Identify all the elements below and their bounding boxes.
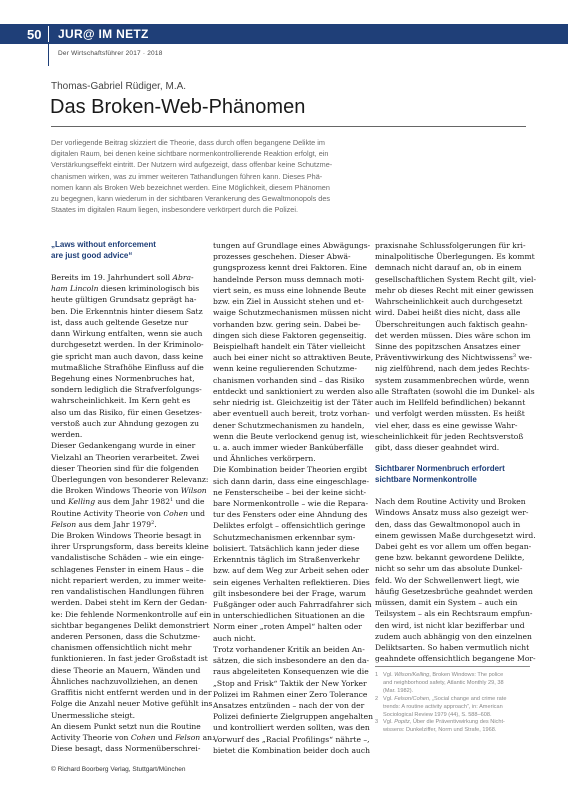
text-line: prozesses geschehen. Dieser Abwä- bbox=[213, 252, 351, 262]
column-3-text bbox=[375, 240, 537, 453]
text-line: den wird, ist nicht klar bezifferbar und bbox=[375, 620, 525, 630]
abstract-line: Der vorliegende Beitrag skizziert die Theorie, dass durch offen begangene Delikte im bbox=[51, 138, 325, 147]
text-line: Die Kombination beider Theorien ergibt bbox=[213, 465, 368, 475]
text-line: sondern lediglich die Strafverfolgungs- bbox=[51, 385, 202, 395]
text-line: wahrscheinlichkeit. Im Kern geht es bbox=[51, 396, 191, 406]
footnote-line: Sociological Review 1979 (44), S. 588–608. bbox=[383, 711, 492, 718]
text-line: wenn keine regulierenden Schutzme- bbox=[213, 364, 357, 374]
text-line: mehr ob dieses Recht mit einer gewissen bbox=[375, 285, 534, 295]
footnote-line: Vgl. Felson/Cohen, „Social change and crime rate bbox=[383, 695, 507, 702]
text-line: viert sein, es muss eine lohnende Beute bbox=[213, 285, 367, 295]
section-heading: „Laws without enforcement bbox=[51, 240, 156, 249]
text-line: dann Wirkung entfalten, wenn sie auch bbox=[51, 329, 203, 339]
text-line: Ähnliches nachzuvollziehen, an denen bbox=[51, 676, 198, 686]
text-line: „Stop and Frisk“ Taktik der New Yorker bbox=[213, 678, 367, 688]
text-line: und kontrolliert werden sollten, was den bbox=[213, 723, 370, 733]
text-line: Deliktes erfolgt – offensichtlich geringe bbox=[213, 521, 366, 531]
text-line: Erkenntnis täglich im Straßenverkehr bbox=[213, 555, 360, 565]
footnote-line: Vgl. Popitz, Über die Präventivwirkung des Nicht- bbox=[383, 719, 505, 726]
text-line: bolisiert. Tatsächlich kann jeder diese bbox=[213, 543, 360, 553]
text-line: auch im Hellfeld befindlichen) bekannt bbox=[375, 398, 526, 408]
text-line: gungsprozess kennt drei Faktoren. Eine bbox=[213, 263, 368, 273]
text-line: ne Fensterscheibe – bei der keine sicht- bbox=[213, 487, 367, 497]
text-line: heute gültigen Grundsatz geprägt ha- bbox=[51, 295, 197, 305]
text-line: tungen auf Grundlage eines Abwägungs- bbox=[213, 241, 371, 250]
text-line: Schutzmechanismen erkennbar sym- bbox=[213, 532, 356, 542]
text-line: Begehung eines Normenbruches hat, bbox=[51, 373, 195, 383]
text-line: Folge die Anzahl neuer Motive gefühlt ins bbox=[51, 699, 213, 709]
text-line: geahndete offensichtlich begangene Mor- bbox=[375, 654, 536, 664]
text-line: ren vandalistischen Handlungen führen bbox=[51, 587, 204, 597]
text-line: durchgesetzt werden. In der Kriminolo- bbox=[51, 340, 204, 350]
text-line: chanismen vorhanden sind – das Risiko bbox=[213, 375, 365, 385]
text-line: minalpolitische Überlegungen. Es kommt bbox=[375, 252, 535, 262]
text-line: Trotz vorhandener Kritik an beiden An- bbox=[213, 644, 365, 654]
text-line: alle Straftaten (sowohl die im Dunkel- als bbox=[375, 386, 535, 396]
text-line: An diesem Punkt setzt nun die Routine bbox=[51, 721, 201, 731]
text-line: in unterschiedlichen Situationen an die bbox=[213, 611, 365, 621]
text-line: ist, dass auch geltende Gesetze nur bbox=[51, 317, 189, 327]
section-heading: Sichtbarer Normenbruch erfordert bbox=[375, 464, 505, 474]
text-line: mutmaßliche Strafhöhe Einfluss auf die bbox=[51, 362, 204, 372]
text-line: verstoß auch zur Ahndung gezogen zu bbox=[51, 418, 199, 428]
abstract-line: zu begegnen, kann wiederum in der sichtbaren Verankerung des Gewaltmonopols des bbox=[51, 194, 331, 204]
footnote-number: 1 bbox=[375, 672, 379, 678]
column-2-text bbox=[213, 240, 375, 756]
text-line: werden. bbox=[51, 430, 83, 440]
text-line: schlagenes Fenster in einem Haus – die bbox=[51, 564, 204, 574]
author-name: Thomas-Gabriel Rüdiger, M.A. bbox=[51, 81, 187, 92]
footnote-line: Vgl. Wilson/Kelling, Broken Windows: The police bbox=[383, 672, 504, 678]
text-line: Ansatzes entzünden – nach der von der bbox=[213, 700, 365, 710]
text-line: anderen Personen, dass die Schutzme- bbox=[51, 632, 201, 641]
text-line: nicht so sehr um das absolute Dunkel- bbox=[375, 564, 523, 574]
text-line: Präventivwirkung des Nichtwissens$^3$ we- bbox=[375, 353, 533, 363]
text-line: nicht repariert werden, zu immer weite- bbox=[51, 575, 206, 585]
text-line: funktionieren. In fast jeder Großstadt ist bbox=[51, 654, 208, 664]
section-name: JUR@ IM NETZ bbox=[58, 27, 149, 41]
text-line: ke: Die fehlende Normenkontrolle auf ein bbox=[51, 609, 212, 619]
page-number: 50 bbox=[27, 27, 42, 42]
footnotes bbox=[375, 672, 530, 735]
section-heading: sichtbare Normenkontrolle bbox=[375, 474, 477, 484]
text-line: ham Lincoln diesen kriminologisch bis bbox=[51, 284, 200, 294]
text-line: nig zielführend, nach dem jedes Rechts- bbox=[375, 364, 530, 374]
column-1-text bbox=[51, 272, 215, 754]
text-line: entdeckt und sanktioniert zu werden also bbox=[213, 386, 374, 396]
text-line: gie spricht man auch davon, dass keine bbox=[51, 351, 204, 361]
text-line: den, dass das Gewaltmonopol auch in bbox=[375, 519, 521, 529]
text-line: dieser Theorien sind für die folgenden bbox=[51, 463, 199, 473]
text-line: sichtbar begangenes Delikt demonstriert bbox=[51, 620, 210, 630]
text-line: gilt insbesondere bei der Frage, warum bbox=[213, 588, 366, 598]
text-line: dener Schutzmechanismen zu handeln, bbox=[213, 420, 365, 430]
text-line: demnach nicht darauf an, ob in einem bbox=[375, 263, 522, 273]
body-column-2 bbox=[213, 240, 375, 756]
text-line: waige Schutzmechanismen müssen nicht bbox=[213, 308, 372, 318]
text-line: handelnde Person muss demnach moti- bbox=[213, 274, 365, 284]
text-line: Die Broken Windows Theorie besagt in bbox=[51, 531, 202, 541]
footnote-divider bbox=[375, 666, 530, 667]
text-line: tur des Fensters oder eine Ahndung des bbox=[213, 510, 368, 520]
footnote-line: (Mar. 1982). bbox=[383, 687, 414, 694]
text-line: aber eventuell auch bereit, trotz vorhan- bbox=[213, 409, 370, 419]
text-line: Felson aus dem Jahr 1979$^2$. bbox=[51, 519, 157, 529]
text-line: Polizei im Rahmen einer Zero Tolerance bbox=[213, 689, 368, 699]
text-line: sein eigenes Verhalten reflektieren. Dies bbox=[213, 577, 370, 587]
footnote-number: 2 bbox=[375, 695, 379, 702]
text-line: sich dann darin, dass eine eingeschlage- bbox=[213, 476, 370, 486]
header-bar bbox=[0, 24, 568, 44]
abstract bbox=[51, 137, 526, 215]
text-line: scheinlichkeit für jeden Rechtsverstoß bbox=[375, 431, 524, 441]
text-line: und Kelling aus dem Jahr 1982$^1$ und die bbox=[51, 497, 205, 507]
text-line: gibt, dass dieser geahndet wird. bbox=[375, 442, 500, 452]
column-3-text-continued bbox=[375, 496, 536, 664]
text-line: Windows Ansatz muss also gezeigt wer- bbox=[375, 508, 529, 518]
text-line: Nach dem Routine Activity und Broken bbox=[375, 497, 526, 507]
text-line: wird. Dabei heißt dies nicht, dass alle bbox=[375, 308, 521, 318]
article-title: Das Broken-Web-Phänomen bbox=[50, 96, 306, 118]
text-line: zudem auch abhängig von den einzelnen bbox=[375, 631, 532, 641]
text-line: Überlegungen von besonderer Relevanz: bbox=[51, 474, 209, 484]
header-rule bbox=[48, 44, 49, 66]
text-line: Graffitis nicht entfernt werden und in der bbox=[51, 688, 212, 698]
text-line: also um das Risiko, für einen Gesetzes- bbox=[51, 407, 202, 417]
text-line: gesellschaftlichen System Recht gilt, viel- bbox=[375, 274, 537, 284]
footnote bbox=[375, 696, 530, 720]
body-column-1 bbox=[51, 240, 215, 754]
text-line: Vielzahl an Theorien verarbeitet. Zwei bbox=[51, 452, 200, 462]
footnote-line: wissens: Dunkelziffer, Norm und Strafe, 1968. bbox=[383, 727, 497, 734]
text-line: gene bzw. bekannt gewordene Delikte, bbox=[375, 553, 525, 563]
text-line: Vorwurf des „Racial Profilings“ nährte –, bbox=[213, 734, 370, 744]
text-line: Bereits im 19. Jahrhundert soll Abra- bbox=[51, 273, 194, 282]
text-line: Überschreitungen auch faktisch geahn- bbox=[375, 319, 528, 329]
footnote-number: 3 bbox=[375, 719, 379, 726]
text-line: ben. Die Erkenntnis hinter diesem Satz bbox=[51, 306, 203, 316]
body-column-3 bbox=[375, 240, 537, 664]
text-line: Beispielhaft handelt ein Täter vielleicht bbox=[213, 341, 366, 351]
text-line: Norm einer „roten Ampel“ halten oder bbox=[213, 622, 362, 632]
text-line: det werden müssen. Dies wäre schon im bbox=[375, 330, 531, 340]
abstract-line: chanismen wirken, was zu immer weiteren Tathandlungen führen kann. Dieses Phä- bbox=[51, 171, 323, 181]
text-line: ihrer Ursprungsform, dass bereits kleine bbox=[51, 542, 209, 552]
abstract-line: Staates im digitalen Raum liegen, insbesondere verkörpert durch die Polizei. bbox=[51, 205, 299, 215]
text-line: bietet die Kombination beider doch auch bbox=[213, 745, 371, 755]
text-line: praxisnahe Schlussfolgerungen für kri- bbox=[375, 241, 526, 250]
text-line: Polizei definierte Zielgruppen angehalten bbox=[213, 712, 373, 722]
text-line: bare Normenkontrolle – wie die Repara- bbox=[213, 499, 369, 509]
text-line: Routine Activity Theorie von Cohen und bbox=[51, 508, 206, 518]
title-divider bbox=[51, 126, 526, 127]
text-line: bzw. auf dem Weg zur Arbeit sehen oder bbox=[213, 566, 369, 576]
journal-name: Der Wirtschaftsführer 2017 · 2018 bbox=[58, 50, 163, 57]
text-line: sehr niedrig ist. Gleichzeitig ist der Täter bbox=[213, 398, 373, 408]
text-line: feld. Wo der Schwellenwert liegt, wie bbox=[375, 575, 520, 585]
abstract-line: digitalen Raum, bei denen keine sichtbare normenkontrollierende Reaktion erfolgt, ein bbox=[51, 149, 329, 159]
text-line: viel eher, dass es eine gewisse Wahr- bbox=[375, 420, 518, 430]
text-line: und Ähnliches verkörpern. bbox=[213, 454, 316, 464]
text-line: Dieser Gedankengang wurde in einer bbox=[51, 441, 196, 451]
abstract-line: Verstärkungseffekt eintritt. Der Nutzern wird aufgezeigt, dass offenbar keine Schutzme- bbox=[51, 160, 333, 170]
text-line: Unermessliche steigt. bbox=[51, 710, 136, 720]
footnote bbox=[375, 719, 530, 735]
copyright: © Richard Boorberg Verlag, Stuttgart/München bbox=[51, 766, 186, 773]
header-divider bbox=[48, 26, 49, 42]
text-line: werden. Dabei steht im Kern der Gedan- bbox=[51, 598, 208, 608]
text-line: einem gewissen Maße durchgesetzt wird. bbox=[375, 530, 536, 540]
text-line: diese Theorie an Mauern, Wänden und bbox=[51, 665, 201, 675]
text-line: sätzen, die sich insbesondere an den da- bbox=[213, 656, 370, 666]
text-line: Sinne des popitzschen Ansatzes einer bbox=[375, 341, 521, 351]
text-line: häufig Gesetzesbrüche geahndet werden bbox=[375, 586, 533, 596]
text-line: müssen, damit ein System – auch ein bbox=[375, 598, 518, 608]
text-line: und verfolgt werden müssten. Es heißt bbox=[375, 409, 525, 419]
abstract-line: nomen kann als Broken Web bezeichnet werden. Eine Möglichkeit, diesem Phänomen bbox=[51, 182, 330, 192]
text-line: Deliktsarten. So haben vermutlich nicht bbox=[375, 643, 530, 652]
section-heading: are just good advice“ bbox=[51, 250, 133, 260]
text-line: Teilsystem – als ein Rechtsraum empfun- bbox=[375, 609, 533, 619]
text-line: wenn die Beute verlockend genug ist, wie bbox=[213, 431, 375, 441]
footnote bbox=[375, 672, 530, 696]
footnote-line: trends: A routine activity approach“, in: American bbox=[383, 703, 503, 710]
text-line: Diese besagt, dass Normenüberschrei- bbox=[51, 744, 201, 754]
text-line: Wahrscheinlichkeit auch durchgesetzt bbox=[375, 297, 523, 307]
text-line: system zusammenbrechen würde, wenn bbox=[375, 375, 530, 385]
footnote-line: and neighborhood safety, Atlantic Monthly 29, 38 bbox=[383, 679, 504, 686]
text-line: bzw. ein Ziel in Aussicht stehen und et- bbox=[213, 297, 364, 307]
text-line: chanismen offensichtlich nicht mehr bbox=[51, 643, 192, 653]
text-line: vandalistische Schäden – wie ein einge- bbox=[51, 553, 204, 563]
text-line: u. a. auch immer wieder Bankúberfälle bbox=[213, 442, 364, 452]
text-line: dingen sich diese Faktoren gegenseitig. bbox=[213, 330, 367, 340]
text-line: die Broken Windows Theorie von Wilson bbox=[51, 486, 207, 496]
text-line: auch nicht. bbox=[213, 633, 256, 643]
text-line: auch bei einer nicht so attraktiven Beute, bbox=[213, 353, 374, 363]
text-line: vorhanden bzw. gering sein. Dabei be- bbox=[213, 319, 361, 329]
text-line: raus abgeleiteten Konsequenzen wie die bbox=[213, 667, 369, 677]
text-line: Fußgänger oder auch Fahrradfahrer sich bbox=[213, 600, 372, 609]
text-line: Dabei geht es vor allem um offen began- bbox=[375, 542, 532, 552]
text-line: Activity Theorie von Cohen und Felson an. bbox=[51, 732, 215, 742]
